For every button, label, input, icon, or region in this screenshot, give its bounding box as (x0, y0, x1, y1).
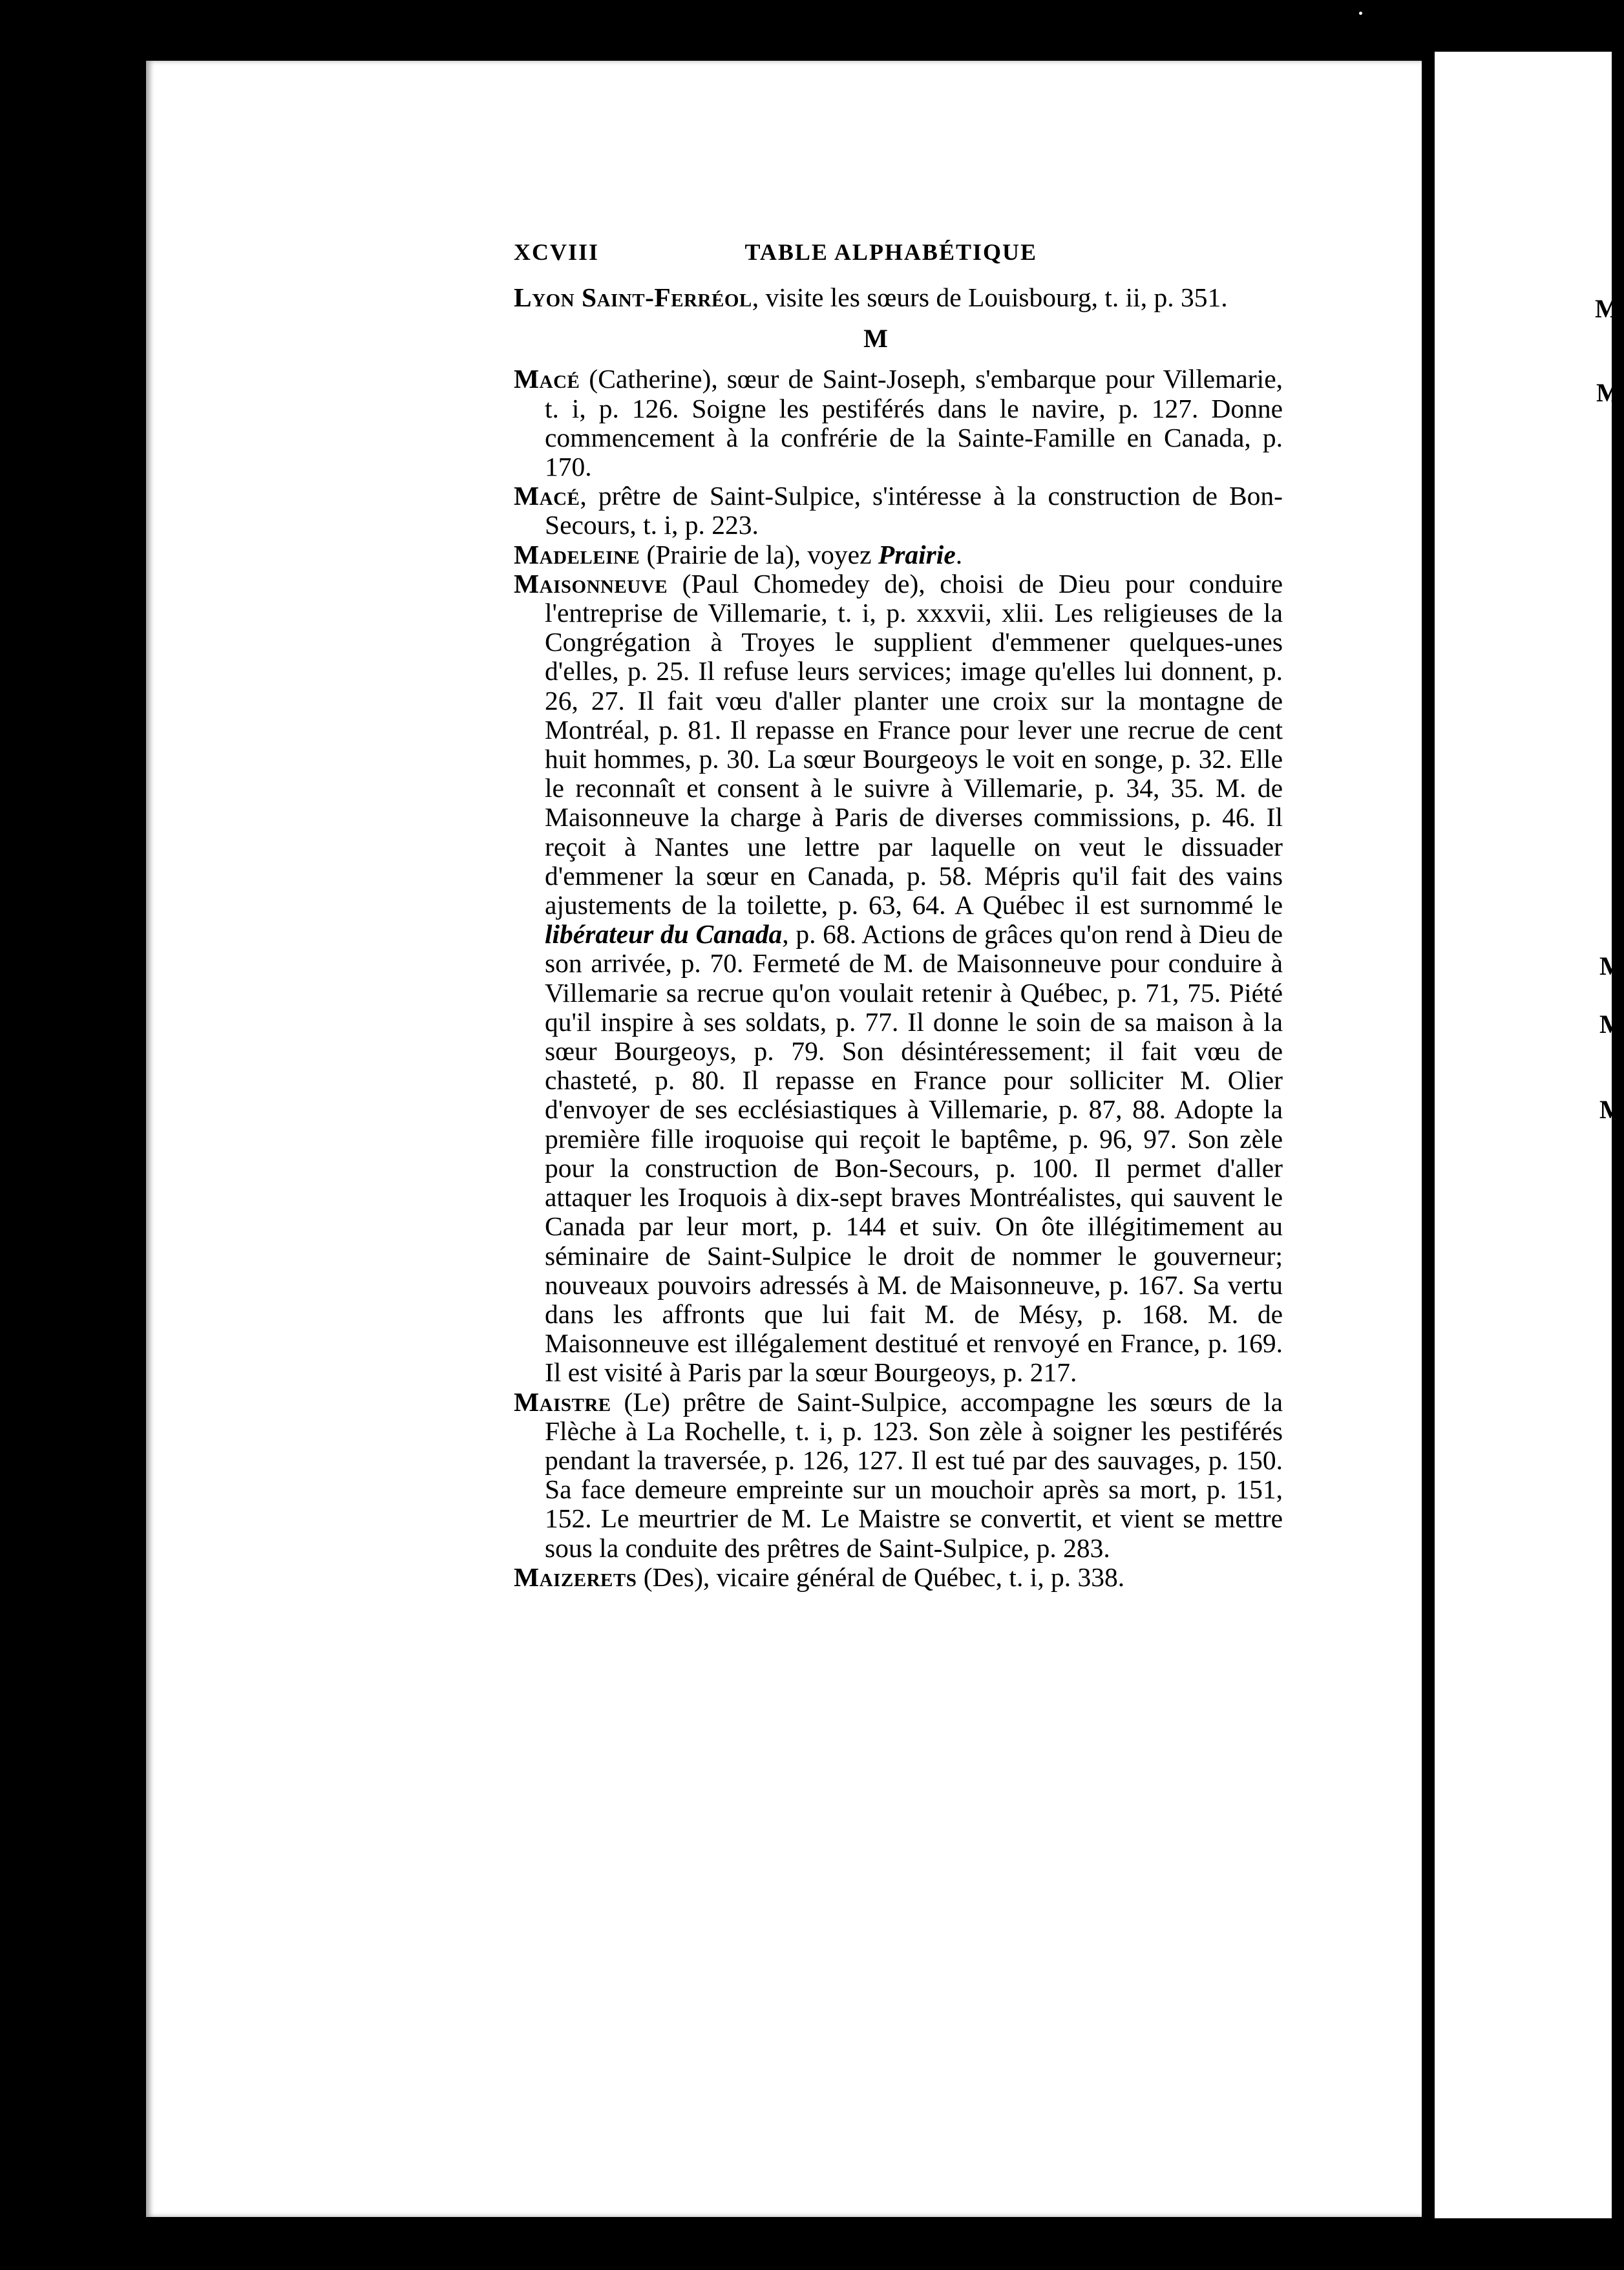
index-entry (514, 540, 1283, 569)
facing-page-letter: M (1599, 1010, 1624, 1039)
entry-headword: Maizerets (514, 1562, 637, 1592)
entry-cross-reference: Prairie (878, 539, 956, 569)
facing-page-letter: M (1596, 378, 1621, 407)
entry-text-after: . (955, 539, 963, 569)
entry-text-after: , p. 68. Actions de grâces qu'on rend à Dieu de son arrivée, p. 70. Fermeté de M. de Maisonneuve pour conduire à Villemarie sa recrue qu'on voulait retenir à Québec, p. 71, 75. Piété qu'il inspire à ses soldats, p. 77. Il donne le soin de sa maison à la sœur Bourgeoys, p. 79. Son désintéressement; il fait vœu de chasteté, p. 80. Il repasse en France pour solliciter M. Olier d'envoyer de ses ecclésiastiques à Villemarie, p. 87, 88. Adopte la première fille iroquoise qui reçoit le baptême, p. 96, 97. Son zèle pour la construction de Bon-Secours, p. 100. Il permet d'aller attaquer les Iroquois à dix-sept braves Montréalistes, qui sauvent le Canada par leur mort, p. 144 et suiv. On ôte illégitimement au séminaire de Saint-Sulpice le droit de nommer le gouverneur; nouveaux pouvoirs adressés à M. de Maisonneuve, p. 167. Sa vertu dans les affronts que lui fait M. de Mésy, p. 168. M. de Maisonneuve est illégalement destitué et renvoyé en France, p. 169. Il est visité à Paris par la sœur Bourgeoys, p. 217. (545, 919, 1283, 1388)
facing-page-letter: M (1595, 294, 1619, 323)
index-entry (514, 1388, 1283, 1563)
entry-text: (Prairie de la), voyez (640, 539, 878, 569)
entry-headword: Maistre (514, 1386, 611, 1417)
scan-speck (1359, 12, 1362, 15)
index-entry (514, 569, 1283, 1388)
index-entry (514, 482, 1283, 540)
index-entry (514, 283, 1283, 312)
facing-page-edge (1435, 52, 1624, 2218)
entry-headword: Macé (514, 481, 580, 511)
entry-text: , prêtre de Saint-Sulpice, s'intéresse à la construction de Bon-Secours, t. i, p. 223. (545, 481, 1283, 540)
entry-headword: Maisonneuve (514, 568, 668, 599)
facing-page-letter: M (1599, 951, 1624, 981)
page-number: XCVIII (514, 239, 600, 265)
entry-text: (Des), vicaire général de Québec, t. i, p. 338. (637, 1562, 1125, 1592)
entry-emphasis: libérateur du Canada (545, 919, 783, 949)
facing-page-letter: M (1599, 1095, 1624, 1124)
index-entry (514, 1563, 1283, 1592)
page-title: TABLE ALPHABÉTIQUE (744, 239, 1037, 265)
entry-text: (Le) prêtre de Saint-Sulpice, accompagne les sœurs de la Flèche à La Rochelle, t. i, p. 123. Son zèle à soigner les pestiférés pendant la traversée, p. 126, 127. Il est tué par des sauvages, p. 150. Sa face demeure empreinte sur un mouchoir après sa mort, p. 151, 152. Le meurtrier de M. Le Maistre se convertit, et vient se mettre sous la conduite des prêtres de Saint-Sulpice, p. 283. (545, 1386, 1283, 1563)
entry-text: , visite les sœurs de Louisbourg, t. ii, p. 351. (752, 282, 1228, 312)
entry-text: (Paul Chomedey de), choisi de Dieu pour conduire l'entreprise de Villemarie, t. i, p. xxxvii, xlii. Les religieuses de la Congrégation à Troyes le supplient d'emmener quelques-unes d'elles, p. 25. Il refuse leurs services; image qu'elles lui donnent, p. 26, 27. Il fait vœu d'aller planter une croix sur la montagne de Montréal, p. 81. Il repasse en France pour lever une recrue de cent huit hommes, p. 30. La sœur Bourgeoys le voit en songe, p. 32. Elle le reconnaît et consent à le suivre à Villemarie, p. 34, 35. M. de Maisonneuve la charge à Paris de diverses commissions, p. 46. Il reçoit à Nantes une lettre par laquelle on veut le dissuader d'emmener la sœur en Canada, p. 58. Mépris qu'il fait des vains ajustements de la toilette, p. 63, 64. A Québec il est surnommé le (545, 568, 1283, 920)
entry-headword: Macé (514, 364, 580, 394)
entry-text: (Catherine), sœur de Saint-Joseph, s'embarque pour Villemarie, t. i, p. 126. Soigne les pestiférés dans le navire, p. 127. Donne commencement à la confrérie de la Sainte-Famille en Canada, p. 170. (545, 364, 1283, 482)
section-letter: M (863, 324, 888, 354)
entry-headword: Lyon Saint-Ferréol (514, 282, 752, 312)
entry-headword: Madeleine (514, 539, 640, 569)
index-entry (514, 365, 1283, 482)
page-gutter (1422, 56, 1435, 2218)
running-header (514, 238, 1283, 270)
page-text-block (514, 238, 1283, 1592)
